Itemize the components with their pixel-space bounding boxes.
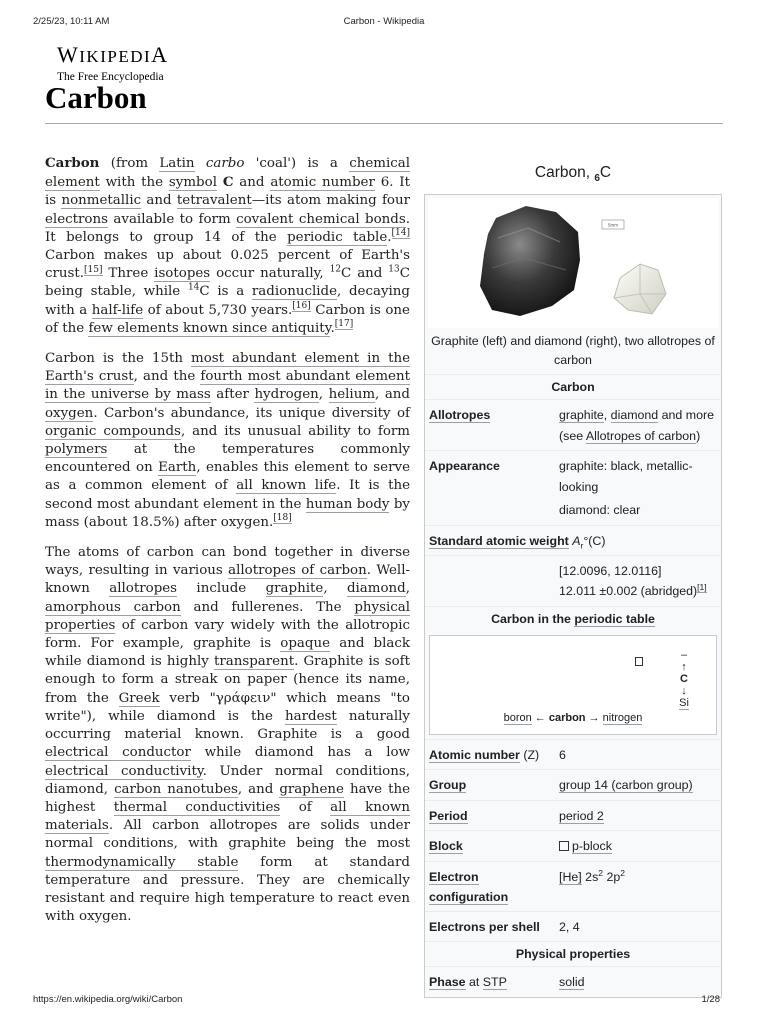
- text: Carbon is one of the: [45, 302, 410, 336]
- pt-symbol: C: [680, 672, 688, 685]
- text: and black while diamond is highly: [45, 636, 410, 670]
- label-appearance: Appearance: [429, 459, 500, 474]
- link-half-life[interactable]: half-life: [91, 302, 144, 318]
- row-appearance: [425, 450, 721, 525]
- wikipedia-wordmark: WIKIPEDIA: [57, 42, 169, 67]
- text: include: [177, 581, 266, 597]
- text: and more (see: [559, 408, 714, 443]
- link-all-known-materials[interactable]: all known materials: [45, 799, 410, 834]
- graphite-diamond-illustration: [428, 198, 720, 328]
- down-arrow-icon: ↓: [681, 684, 687, 697]
- link-electrical-conductor[interactable]: electrical conductor: [45, 745, 191, 761]
- label-block: [425, 831, 555, 861]
- link-organic-compounds[interactable]: organic compounds: [45, 423, 181, 439]
- infobox-header-carbon: Carbon: [425, 374, 721, 399]
- link-abundance-universe[interactable]: fourth most abundant element in the universe by mass: [45, 369, 410, 403]
- text: and: [233, 175, 271, 191]
- text: Three: [102, 266, 155, 282]
- scale-bar-label: 5mm: [608, 222, 618, 228]
- print-page-number: 1/28: [701, 994, 720, 1005]
- reference-link[interactable]: [18]: [273, 513, 292, 524]
- value-allotropes: [555, 400, 721, 450]
- link-graphene[interactable]: graphene: [279, 781, 344, 797]
- row-electron-configuration: [425, 861, 721, 911]
- reference-link[interactable]: [17]: [334, 319, 354, 330]
- row-group: [425, 769, 721, 800]
- weight-abridged: 12.011 ±0.002 (abridged): [559, 584, 698, 599]
- infobox-title-subscript: 6: [594, 173, 600, 185]
- link-period[interactable]: Period: [429, 808, 468, 823]
- italic-term: carbo: [205, 156, 245, 171]
- text: , and the: [133, 369, 201, 385]
- text: occur naturally,: [210, 266, 330, 282]
- link-abundance-crust[interactable]: most abundant element in the Earth's crust: [45, 351, 411, 385]
- link-periodic-table[interactable]: periodic table: [287, 229, 388, 245]
- text: of: [280, 799, 331, 815]
- label-period: [425, 801, 555, 831]
- link-chemical-element[interactable]: chemical element: [45, 156, 410, 191]
- link-solid[interactable]: solid: [559, 975, 585, 990]
- label-group: [425, 770, 555, 800]
- text: [195, 156, 206, 171]
- text: (from: [99, 156, 160, 171]
- link-symbol[interactable]: symbol: [168, 175, 217, 191]
- text: . Under normal conditions, diamond,: [45, 763, 410, 797]
- link-polymers[interactable]: polymers: [45, 442, 108, 458]
- link-tetravalent[interactable]: tetravalent: [176, 193, 252, 209]
- text: C being stable, while: [45, 266, 410, 300]
- isotope-superscript: 14: [187, 282, 200, 293]
- text: .: [330, 320, 335, 336]
- text: ,: [323, 581, 347, 597]
- value-period: [555, 801, 721, 831]
- text: ,: [318, 387, 329, 403]
- link-atomic-number[interactable]: atomic number: [270, 175, 375, 191]
- element-infobox: [424, 156, 722, 998]
- link-physical-properties[interactable]: physical properties: [45, 599, 410, 633]
- text: . Well-known: [45, 563, 410, 597]
- text: (Z): [519, 747, 540, 762]
- text: , enables this element to serve as a common element of: [45, 460, 410, 494]
- text: . It belongs to group 14 of the: [45, 211, 410, 245]
- row-atomic-number: [425, 739, 721, 770]
- text: of about 5,730 years.: [143, 302, 293, 318]
- bold-term: Carbon: [45, 155, 100, 171]
- text: verb "γράφειν" which means "to write"), while diamond is the: [45, 690, 410, 724]
- link-opaque[interactable]: opaque: [280, 636, 331, 652]
- value-atomic-number: 6: [559, 747, 566, 762]
- link-allotropes-of-carbon[interactable]: Allotropes of carbon: [585, 428, 697, 443]
- appearance-diamond: diamond: clear: [559, 503, 641, 518]
- link-hardest[interactable]: hardest: [285, 708, 337, 724]
- text: ,: [603, 408, 611, 423]
- row-period: [425, 800, 721, 831]
- text: . It is the second most abundant element in the: [45, 478, 410, 512]
- link-atomic-number[interactable]: Atomic number: [429, 747, 520, 762]
- link-amorphous-carbon[interactable]: amorphous carbon: [45, 599, 181, 615]
- reference-link[interactable]: [16]: [292, 301, 311, 312]
- link-p-block[interactable]: p-block: [572, 839, 612, 854]
- text: 2: [598, 867, 603, 878]
- value-electrons-per-shell: 2, 4: [559, 919, 580, 934]
- link-graphite[interactable]: graphite: [559, 408, 604, 423]
- link-nitrogen[interactable]: nitrogen: [602, 711, 643, 724]
- text: C is a: [199, 284, 252, 300]
- intro-paragraph-3: [45, 544, 410, 926]
- print-url: https://en.wikipedia.org/wiki/Carbon: [33, 994, 183, 1005]
- link-electron-configuration[interactable]: Electron configuration: [429, 869, 509, 904]
- link-thermal-conductivities[interactable]: thermal conductivities: [113, 799, 281, 815]
- text: Carbon makes up about 0.025 percent of Earth's crust.: [45, 248, 410, 282]
- periodic-table-cell: [635, 657, 643, 666]
- text: and fullerenes. The: [180, 599, 355, 615]
- link-period-2[interactable]: period 2: [559, 808, 604, 823]
- text: 2p: [603, 869, 621, 884]
- image-caption: Graphite (left) and diamond (right), two allotropes of carbon: [425, 328, 721, 374]
- block-color-icon: [559, 841, 569, 851]
- row-allotropes: [425, 399, 721, 450]
- text: of carbon vary widely with the allotropic form. For example, graphite is: [45, 617, 410, 652]
- reference-link[interactable]: [1]: [697, 581, 707, 592]
- text: . Carbon's abundance, its unique diversity of: [93, 405, 410, 421]
- intro-paragraph-2: [45, 350, 410, 532]
- page-title: Carbon: [45, 80, 147, 115]
- link-helium[interactable]: helium: [328, 387, 376, 403]
- wikipedia-tagline: The Free Encyclopedia: [57, 71, 164, 83]
- title-divider: [45, 123, 723, 124]
- text: with the: [99, 175, 169, 191]
- text: Carbon is the 15th: [45, 351, 192, 367]
- link-known-since-antiquity[interactable]: few elements known since antiquity: [88, 320, 331, 336]
- link-greek[interactable]: Greek: [118, 690, 160, 706]
- periodic-table-neighbors: [430, 712, 716, 724]
- link-nonmetallic[interactable]: nonmetallic: [61, 193, 142, 209]
- text: have the highest: [45, 781, 410, 815]
- value-standard-atomic-weight: [555, 556, 721, 606]
- label-electrons-per-shell: Electrons per shell: [429, 919, 540, 934]
- text: The atoms of carbon can bond together in diverse ways, resulting in various: [45, 545, 410, 579]
- link-covalent-bonds[interactable]: covalent chemical bonds: [236, 211, 406, 227]
- link-boron[interactable]: boron: [503, 711, 532, 724]
- bold-term: C: [222, 174, 234, 191]
- label-phase: [425, 967, 555, 997]
- text: °(C): [583, 533, 606, 548]
- label-allotropes: [425, 400, 555, 450]
- text: 2s: [581, 869, 599, 884]
- text: Carbon in the: [491, 611, 575, 626]
- periodic-table-mini[interactable]: [429, 635, 717, 735]
- text: ,: [405, 581, 410, 597]
- link-periodic-table[interactable]: periodic table: [574, 611, 655, 626]
- text: . All carbon allotropes are solids under normal conditions, with graphite being the most: [45, 818, 410, 852]
- right-arrow-icon: →: [585, 711, 603, 724]
- row-standard-atomic-weight: [425, 525, 721, 555]
- value-block: [555, 831, 721, 861]
- intro-paragraph-1: [45, 154, 410, 338]
- link-graphite[interactable]: graphite: [265, 581, 324, 597]
- link-silicon[interactable]: Si: [679, 696, 689, 709]
- link-diamond[interactable]: diamond: [346, 581, 406, 597]
- graphite-diamond-image[interactable]: [428, 198, 718, 328]
- spacer: [425, 556, 555, 606]
- text: while diamond has a low: [190, 745, 410, 761]
- link-hydrogen[interactable]: hydrogen: [254, 387, 319, 403]
- row-phase: [425, 966, 721, 997]
- label-standard-atomic-weight: [425, 526, 609, 555]
- text: , decaying with a: [45, 284, 410, 318]
- value-group: [555, 770, 721, 800]
- link-diamond[interactable]: diamond: [610, 408, 659, 423]
- link-helium[interactable]: [He]: [559, 869, 582, 884]
- text: —its atom making four: [251, 193, 410, 209]
- link-carbon-nanotubes[interactable]: carbon nanotubes: [114, 781, 238, 797]
- link-phase[interactable]: Phase: [429, 975, 466, 990]
- pt-current-element: carbon: [548, 711, 586, 724]
- link-isotopes[interactable]: isotopes: [154, 266, 211, 282]
- link-latin[interactable]: Latin: [159, 156, 195, 171]
- left-arrow-icon: ←: [531, 711, 549, 724]
- link-allotropes-of-carbon[interactable]: allotropes of carbon: [228, 563, 367, 579]
- link-radionuclide[interactable]: radionuclide: [251, 284, 338, 300]
- text: , and: [375, 387, 410, 403]
- text: C and: [341, 266, 389, 282]
- text: at the temperatures commonly encountered on: [45, 442, 410, 476]
- isotope-superscript: 12: [329, 264, 342, 275]
- link-human-body[interactable]: human body: [305, 496, 390, 512]
- up-arrow-icon: ↑: [681, 660, 687, 673]
- infobox-title-symbol: C: [599, 164, 612, 181]
- link-electrons[interactable]: electrons: [45, 211, 108, 227]
- text: .: [387, 229, 392, 245]
- link-standard-atomic-weight[interactable]: Standard atomic weight: [429, 533, 569, 548]
- label-atomic-number: [425, 740, 555, 770]
- print-doc-title: Carbon - Wikipedia: [343, 16, 425, 27]
- link-block[interactable]: Block: [429, 839, 463, 854]
- link-electrical-conductivity[interactable]: electrical conductivity: [45, 763, 203, 779]
- text: available to form: [107, 211, 237, 227]
- infobox-table: [424, 194, 722, 998]
- text: by mass (about 18.5%) after oxygen.: [45, 496, 410, 530]
- infobox-title: [424, 156, 722, 194]
- link-oxygen[interactable]: oxygen: [45, 405, 94, 421]
- link-thermodynamically-stable[interactable]: thermodynamically stable: [45, 854, 239, 870]
- infobox-title-text: Carbon,: [534, 164, 595, 181]
- text: naturally occurring material known. Graphite is a good: [45, 708, 411, 743]
- reference-link[interactable]: [15]: [84, 264, 103, 275]
- pt-above: –: [680, 648, 688, 661]
- infobox-header-physical: Physical properties: [425, 941, 721, 966]
- value-electron-configuration: [555, 862, 721, 911]
- text: , and its unusual ability to form: [180, 423, 410, 439]
- text: 'coal') is a: [244, 156, 350, 171]
- graphite-lump: [480, 206, 580, 316]
- text: at: [465, 975, 483, 990]
- row-block: [425, 830, 721, 861]
- text: A: [572, 533, 581, 548]
- text: 2: [620, 867, 625, 878]
- value-phase: [555, 967, 721, 997]
- weight-range: [12.0096, 12.0116]: [559, 563, 662, 578]
- text: and: [141, 193, 177, 209]
- link-transparent[interactable]: transparent: [213, 654, 295, 670]
- text: . Graphite is soft enough to form a streak on paper (hence its name, from the: [45, 654, 410, 706]
- link-all-known-life[interactable]: all known life: [236, 478, 337, 494]
- row-electrons-per-shell: [425, 911, 721, 942]
- text: after: [210, 387, 255, 403]
- value-appearance: [555, 451, 721, 525]
- text: 6. It is: [45, 175, 410, 209]
- appearance-graphite: graphite: black, metallic-looking: [559, 459, 693, 494]
- link-allotropes[interactable]: allotropes: [109, 581, 178, 597]
- reference-link[interactable]: [14]: [391, 228, 410, 239]
- periodic-table-column: [674, 649, 694, 709]
- link-earth[interactable]: Earth: [158, 460, 197, 476]
- row-standard-atomic-weight-values: [425, 555, 721, 606]
- link-carbon-group[interactable]: group 14 (carbon group): [559, 778, 693, 793]
- text: , and: [237, 781, 280, 797]
- label-electron-configuration: [425, 862, 555, 911]
- link-group[interactable]: Group: [429, 778, 467, 793]
- text: ): [696, 428, 701, 443]
- isotope-superscript: 13: [388, 264, 400, 275]
- link-allotropes-label[interactable]: Allotropes: [429, 408, 491, 423]
- infobox-header-periodic-table: [425, 606, 721, 631]
- text: r: [580, 540, 584, 551]
- link-stp[interactable]: STP: [482, 975, 507, 990]
- article-body: [45, 154, 410, 938]
- print-datetime: 2/25/23, 10:11 AM: [33, 16, 110, 27]
- text: form at standard temperature and pressure. They are chemically resistant and require high temperature to react even with oxygen.: [45, 854, 411, 925]
